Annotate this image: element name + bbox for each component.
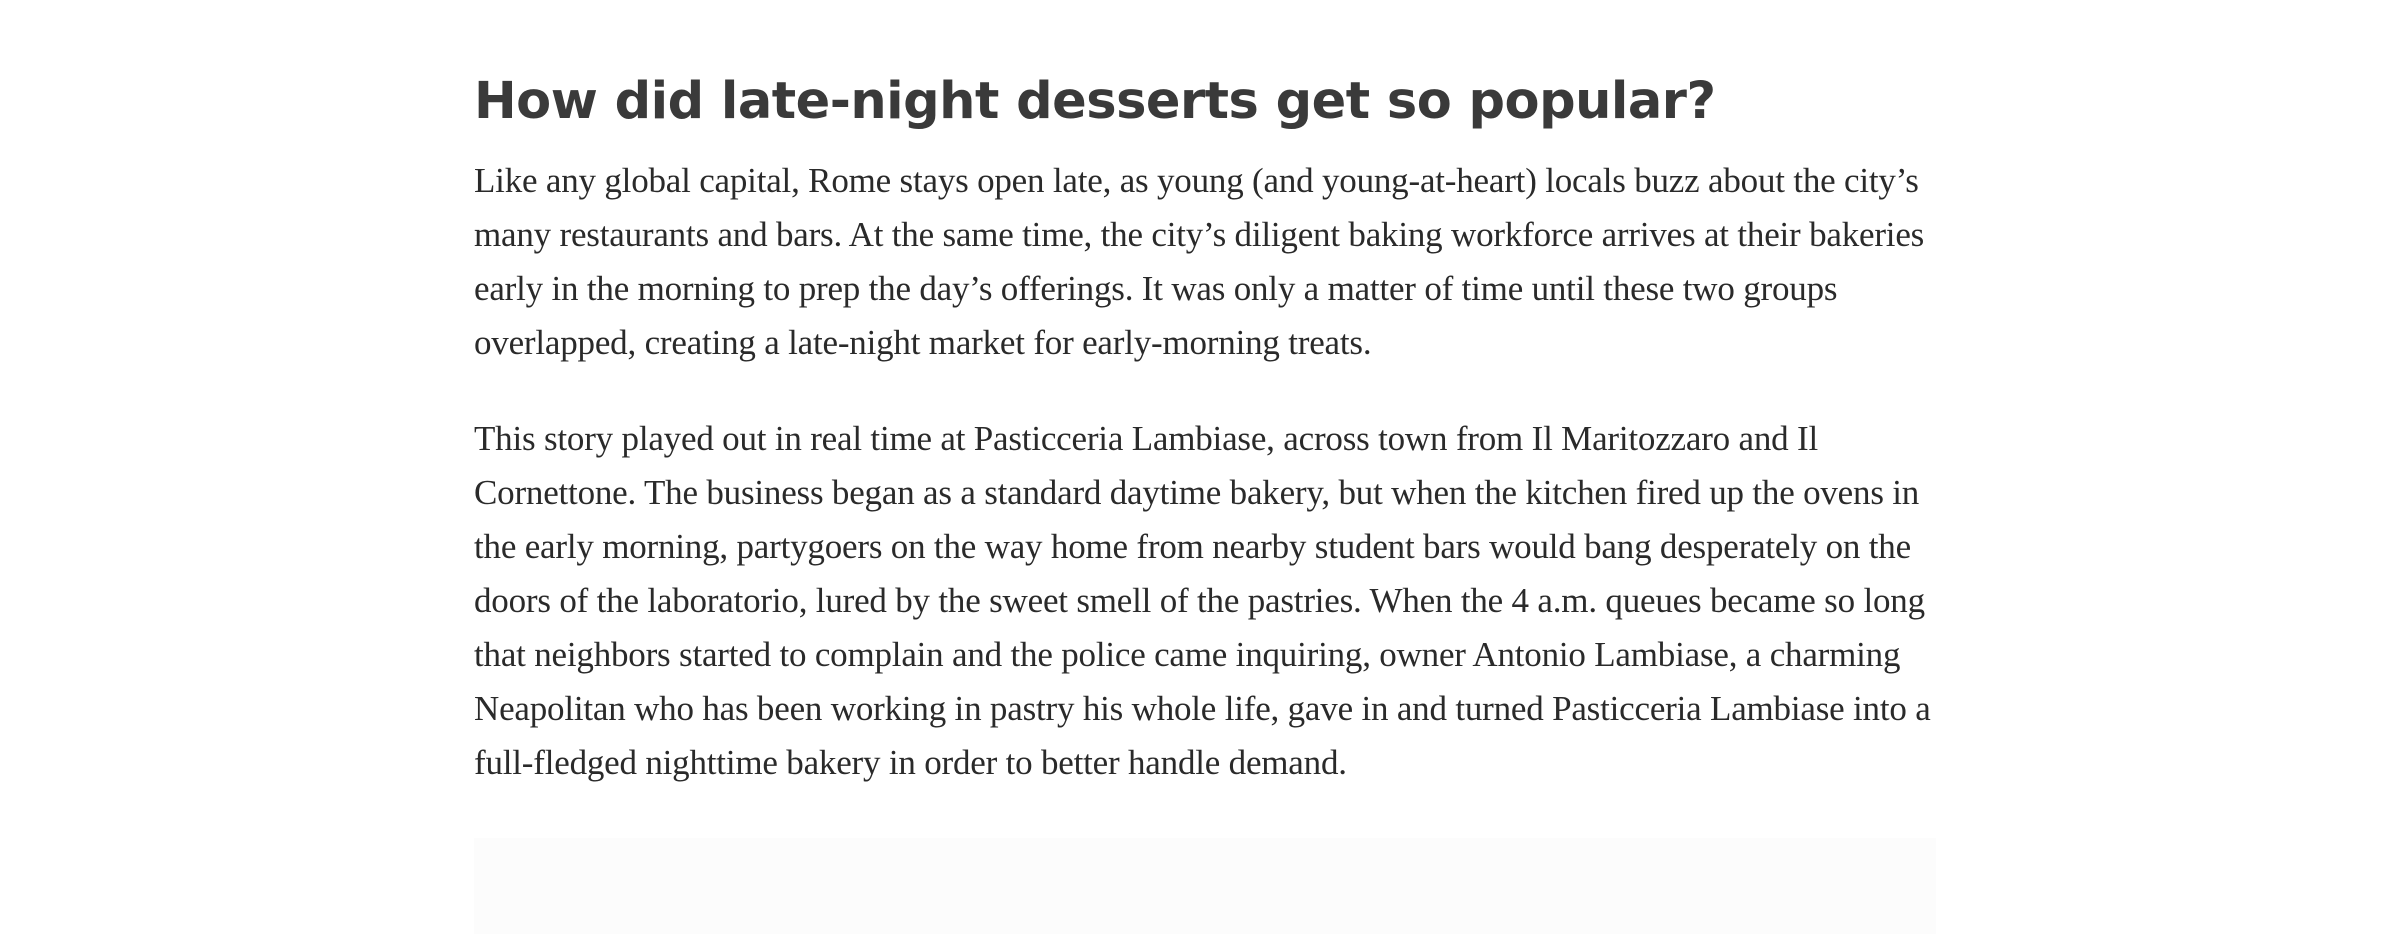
image-placeholder bbox=[474, 838, 1936, 934]
section-heading: How did late-night desserts get so popular? bbox=[474, 72, 1716, 131]
paragraph-intro: Like any global capital, Rome stays open late, as young (and young-at-heart) locals buzz about the city’s many restaurants and bars. At the same time, the city’s diligent baking workforce arrives at their bakeries early in the morning to prep the day’s offerings. It was only a matter of time until these two groups overlapped, creating a late-night market for early-morning treats. bbox=[474, 161, 1925, 362]
article-body bbox=[474, 60, 1934, 790]
paragraph-story: This story played out in real time at Pasticceria Lambiase, across town from Il Maritozzaro and Il Cornettone. The business began as a standard daytime bakery, but when the kitchen fired up the ovens in the early morning, partygoers on the way home from nearby student bars would bang desperately on the doors of the laboratorio, lured by the sweet smell of the pastries. When the 4 a.m. queues became so long that neighbors started to complain and the police came inquiring, owner Antonio Lambiase, a charming Neapolitan who has been working in pastry his whole life, gave in and turned Pasticceria Lambiase into a full-fledged nighttime bakery in order to better handle demand. bbox=[474, 419, 1931, 782]
